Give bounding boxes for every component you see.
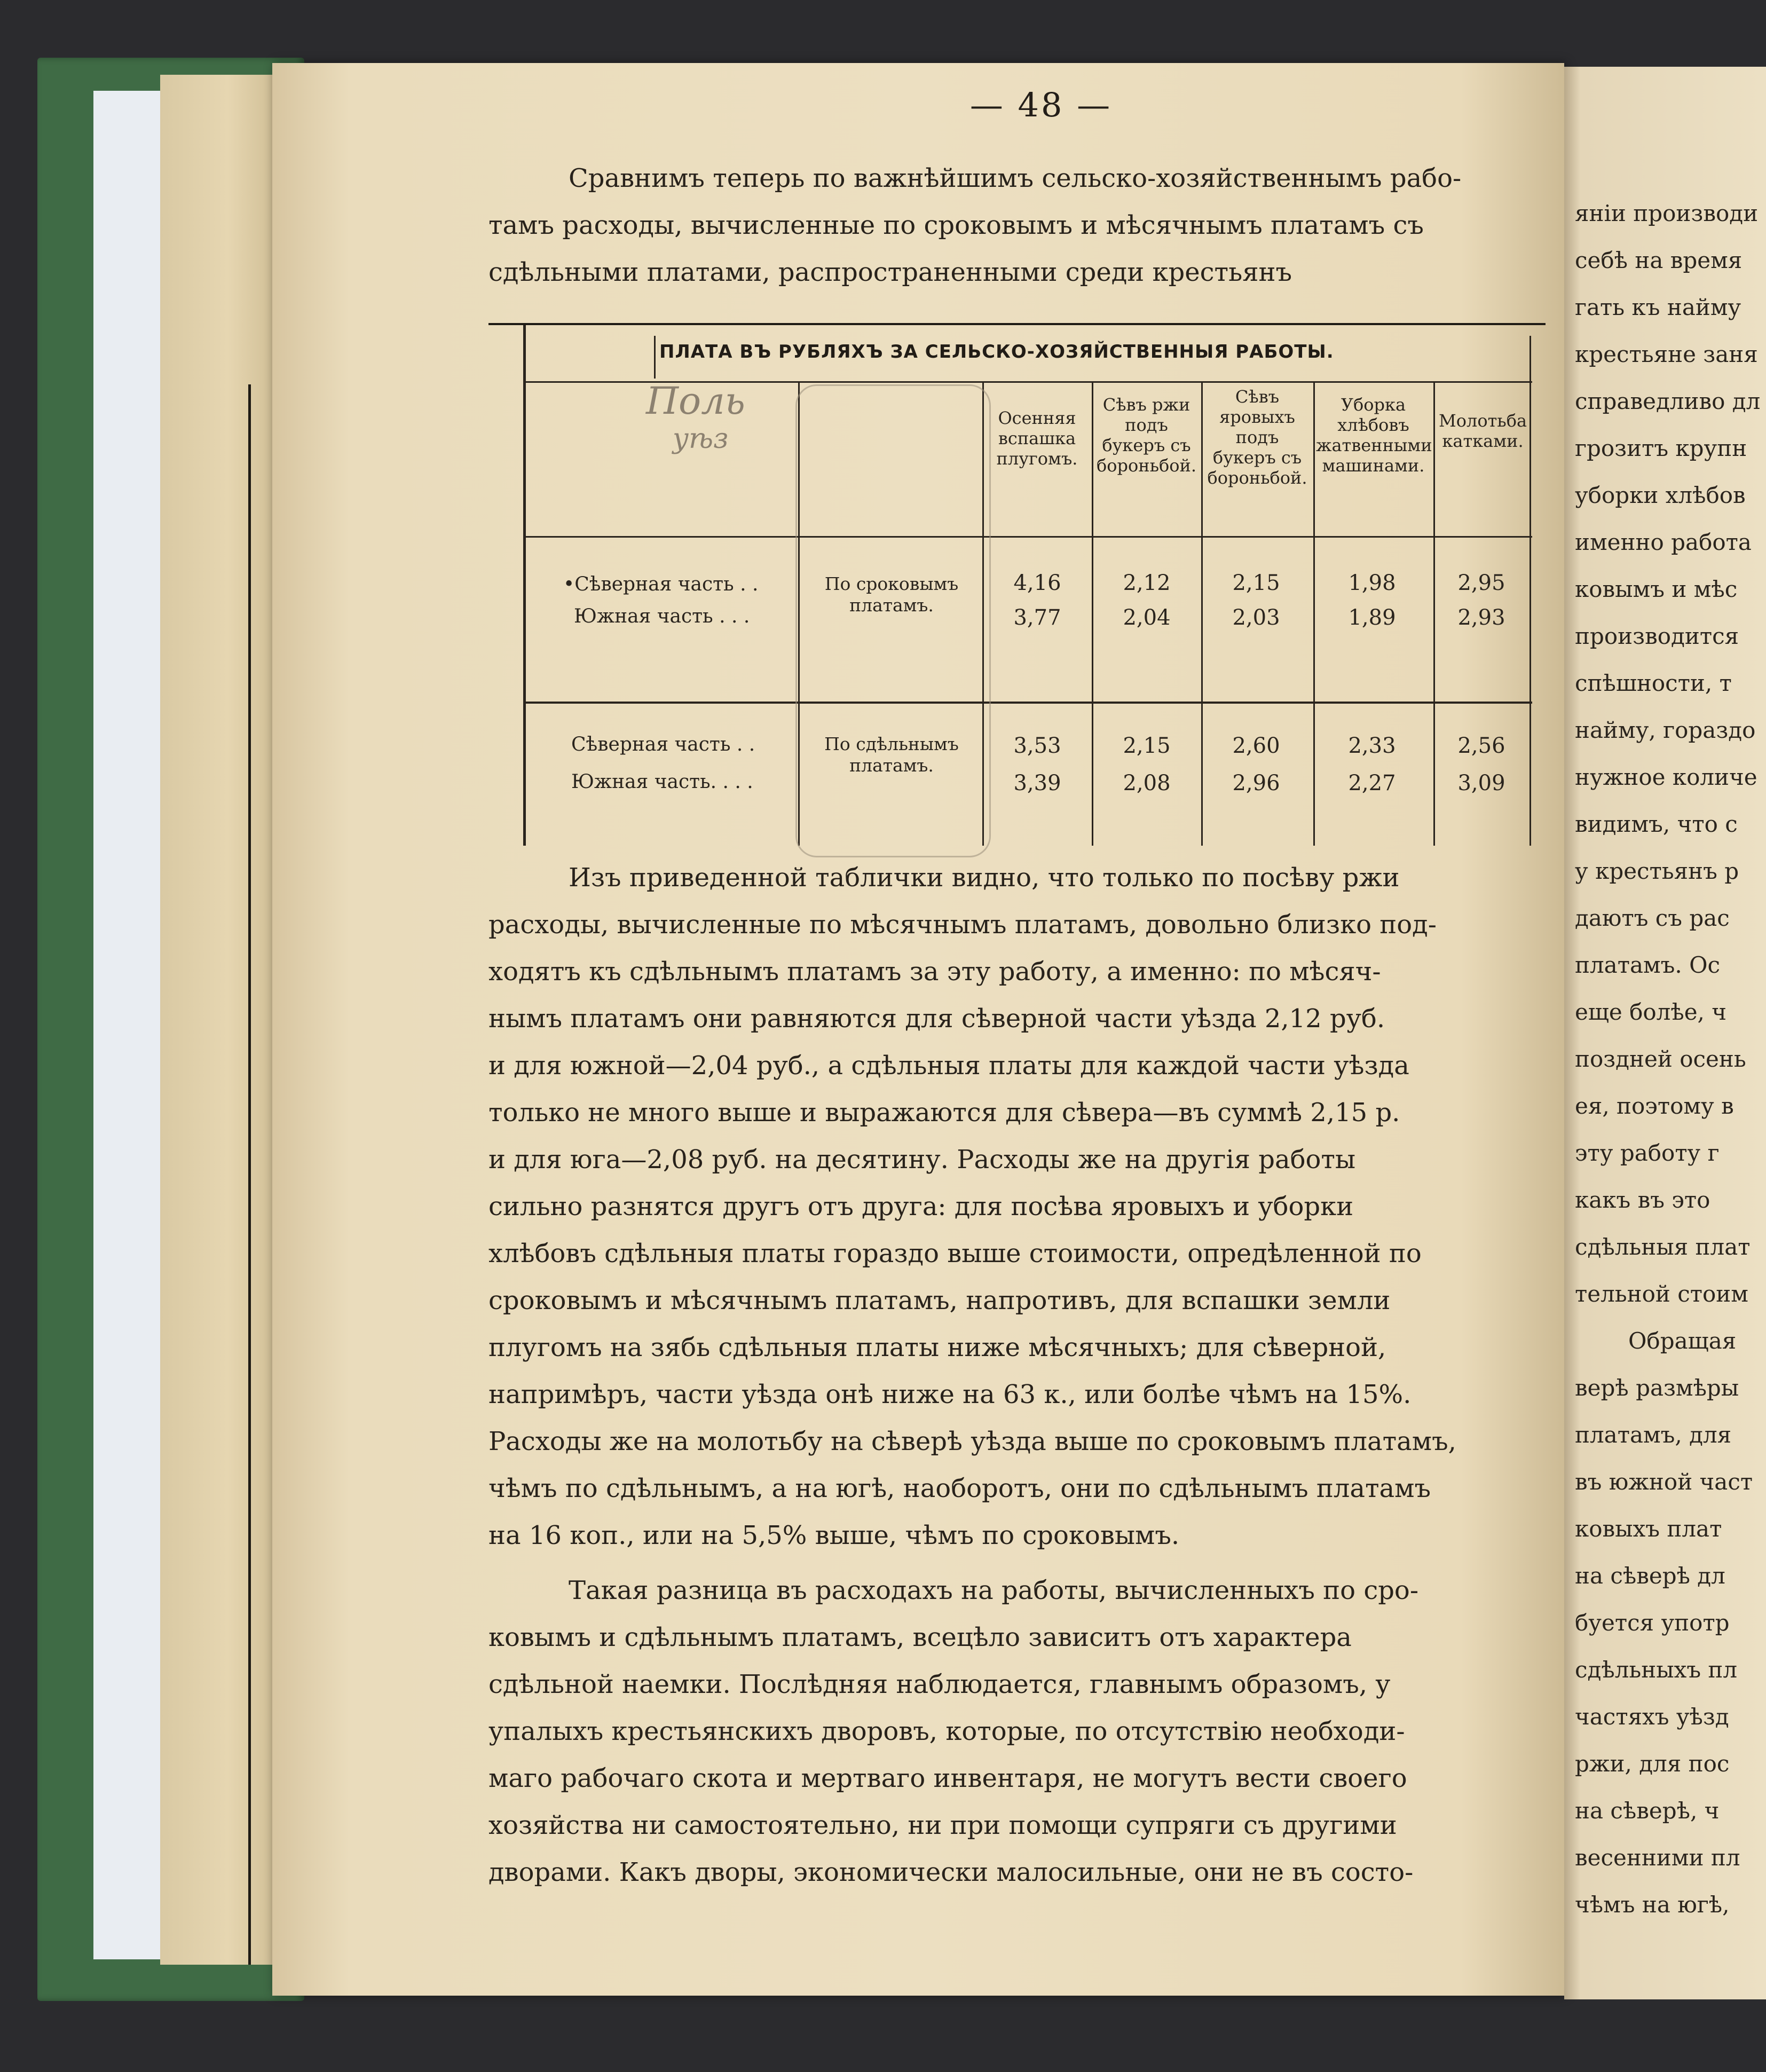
- right-page-line: сдѣльныя плат: [1575, 1234, 1751, 1260]
- table-cell: 2,08: [1123, 771, 1171, 795]
- right-page-line: грозитъ крупн: [1575, 435, 1747, 461]
- table-cell: 2,04: [1123, 605, 1171, 630]
- text-line: хлѣбовъ сдѣльныя платы гораздо выше стоимости, опредѣленной по: [488, 1239, 1422, 1269]
- right-page-line: на сѣверѣ, ч: [1575, 1798, 1720, 1824]
- table-cell: 2,33: [1348, 734, 1396, 758]
- right-page-line: янiи производи: [1575, 200, 1759, 226]
- right-page-line: буется употр: [1575, 1610, 1730, 1636]
- text-line: Такая разница въ расходахъ на работы, вычисленныхъ по сро-: [569, 1575, 1419, 1605]
- table-cell: 3,39: [1013, 771, 1061, 795]
- text-line: ковымъ и сдѣльнымъ платамъ, всецѣло зависитъ отъ характера: [488, 1622, 1352, 1652]
- table-cell: 2,15: [1123, 734, 1171, 758]
- table-cell: 2,96: [1232, 771, 1280, 795]
- right-page-line: себѣ на время: [1575, 247, 1743, 273]
- right-page-line: Обращая: [1628, 1328, 1737, 1354]
- pencil-bracket: [795, 384, 991, 857]
- right-page-line: ржи, для пос: [1575, 1751, 1730, 1777]
- text-line: дворами. Какъ дворы, экономически малосильные, они не въ состо-: [488, 1857, 1414, 1887]
- right-page-line: ковымъ и мѣс: [1575, 576, 1738, 602]
- right-page-line: нужное количе: [1575, 764, 1757, 790]
- table-cell: 2,03: [1232, 605, 1280, 630]
- right-page-line: весенними пл: [1575, 1845, 1740, 1871]
- right-page-line: ея, поэтому в: [1575, 1093, 1734, 1119]
- col-header: Молотьба катками.: [1438, 411, 1527, 451]
- text-line: сдѣльной наемки. Послѣдняя наблюдается, главнымъ образомъ, у: [488, 1669, 1391, 1699]
- body-paragraph: [488, 854, 1548, 1559]
- endpaper: [93, 91, 169, 1959]
- table-cell: 3,09: [1457, 771, 1505, 795]
- margin-rule: [248, 384, 251, 1965]
- text-line: Сравнимъ теперь по важнѣйшимъ сельско-хозяйственнымъ рабо-: [569, 163, 1462, 193]
- text-line: напримѣръ, части уѣзда онѣ ниже на 63 к., или болѣе чѣмъ на 15%.: [488, 1380, 1412, 1409]
- table-cell: 2,95: [1457, 571, 1505, 595]
- right-page-line: поздней осень: [1575, 1046, 1746, 1072]
- right-page-line: чѣмъ на югѣ,: [1575, 1892, 1730, 1918]
- right-page-line: видимъ, что с: [1575, 811, 1738, 837]
- text-line: Расходы же на молотьбу на сѣверѣ уѣзда выше по сроковымъ платамъ,: [488, 1427, 1456, 1456]
- right-page-line: найму, гораздо: [1575, 717, 1756, 743]
- table-cell: 1,89: [1348, 605, 1396, 630]
- text-line: только не много выше и выражаются для сѣвера—въ суммѣ 2,15 р.: [488, 1098, 1400, 1128]
- right-page-line: гать къ найму: [1575, 294, 1741, 320]
- body-paragraph: [488, 1567, 1548, 1896]
- row-label: Южная часть. . . .: [571, 771, 753, 793]
- right-page-line: верѣ размѣры: [1575, 1375, 1739, 1401]
- col-header: Уборка хлѣбовъ жатвенными машинами.: [1316, 395, 1432, 476]
- table-cell: 3,77: [1013, 605, 1061, 630]
- text-line: на 16 коп., или на 5,5% выше, чѣмъ по сроковымъ.: [488, 1520, 1180, 1550]
- page-stack: [160, 75, 283, 1965]
- right-page-line: тельной стоим: [1575, 1281, 1748, 1307]
- text-line: сильно разнятся другъ отъ друга: для посѣва яровыхъ и уборки: [488, 1192, 1354, 1222]
- text-line: сроковымъ и мѣсячнымъ платамъ, напротивъ, для вспашки земли: [488, 1286, 1391, 1315]
- right-page-line: спѣшности, т: [1575, 670, 1732, 696]
- text-line: упалыхъ крестьянскихъ дворовъ, которые, по отсутствію необходи-: [488, 1716, 1405, 1746]
- table-cell: 3,53: [1013, 734, 1061, 758]
- table-cell: 2,12: [1123, 571, 1171, 595]
- right-page-line: крестьяне заня: [1575, 341, 1758, 367]
- text-line: ходятъ къ сдѣльнымъ платамъ за эту работу, а именно: по мѣсяч-: [488, 957, 1381, 987]
- page-number: — 48 —: [969, 85, 1113, 124]
- table-cell: 2,27: [1348, 771, 1396, 795]
- right-page-line: именно работа: [1575, 529, 1752, 555]
- table-cell: 2,56: [1457, 734, 1505, 758]
- text-line: расходы, вычисленные по мѣсячнымъ платамъ, довольно близко под-: [488, 910, 1437, 940]
- right-page-line: эту работу г: [1575, 1140, 1720, 1166]
- text-line: тамъ расходы, вычисленные по сроковымъ и мѣсячнымъ платамъ съ: [488, 210, 1424, 240]
- right-page-line: платамъ. Ос: [1575, 952, 1721, 978]
- row-label: Сѣверная часть . .: [571, 734, 755, 755]
- right-page: [1564, 67, 1766, 1999]
- right-page-line: еще болѣе, ч: [1575, 999, 1727, 1025]
- col-header: Сѣвъ яровыхъ подъ букеръ съ бороньбой.: [1207, 387, 1307, 488]
- row-label: •Сѣверная часть . .: [563, 573, 759, 595]
- text-line: чѣмъ по сдѣльнымъ, а на югѣ, наоборотъ, они по сдѣльнымъ платамъ: [488, 1474, 1431, 1503]
- right-page-line: сдѣльныхъ пл: [1575, 1657, 1738, 1683]
- table-cell: 2,60: [1232, 734, 1280, 758]
- text-line: Изъ приведенной таблички видно, что только по посѣву ржи: [569, 863, 1400, 893]
- col-header: Осенняя вспашка плугомъ.: [996, 408, 1078, 469]
- table-cell: 1,98: [1348, 571, 1396, 595]
- text-line: хозяйства ни самостоятельно, ни при помощи супряги съ другими: [488, 1810, 1397, 1840]
- right-page-line: частяхъ уѣзд: [1575, 1704, 1729, 1730]
- right-page-line: уборки хлѣбов: [1575, 482, 1746, 508]
- table-caption: ПЛАТА ВЪ РУБЛЯХЪ ЗА СЕЛЬСКО-ХОЗЯЙСТВЕННЫЯ РАБОТЫ.: [659, 341, 1334, 363]
- table-cell: 2,15: [1232, 571, 1280, 595]
- text-line: плугомъ на зябь сдѣльныя платы ниже мѣсячныхъ; для сѣверной,: [488, 1333, 1386, 1362]
- right-page-line: платамъ, для: [1575, 1422, 1732, 1448]
- right-page-line: какъ въ это: [1575, 1187, 1710, 1213]
- text-line: маго рабочаго скота и мертваго инвентаря, не могутъ вести своего: [488, 1763, 1407, 1793]
- text-line: и для юга—2,08 руб. на десятину. Расходы же на другія работы: [488, 1145, 1356, 1175]
- col-header: Сѣвъ ржи подъ букеръ съ бороньбой.: [1096, 395, 1197, 476]
- right-page-line: на сѣверѣ дл: [1575, 1563, 1725, 1589]
- right-page-line: справедливо дл: [1575, 388, 1761, 414]
- group-label: По сдѣльнымъ платамъ.: [824, 734, 959, 776]
- group-label: По сроковымъ платамъ.: [824, 573, 959, 616]
- right-page-line: производится: [1575, 623, 1739, 649]
- text-line: сдѣльными платами, распространенными среди крестьянъ: [488, 257, 1292, 287]
- text-line: и для южной—2,04 руб., а сдѣльныя платы для каждой части уѣзда: [488, 1051, 1409, 1081]
- right-page-line: у крестьянъ р: [1575, 858, 1739, 884]
- table-cell: 2,93: [1457, 605, 1505, 630]
- right-page-line: даютъ съ рас: [1575, 905, 1730, 931]
- table-cell: 4,16: [1013, 571, 1061, 595]
- pencil-annotation: Поль уѣз: [646, 379, 745, 455]
- intro-paragraph: [488, 155, 1548, 296]
- right-page-line: въ южной част: [1575, 1469, 1753, 1495]
- row-label: Южная часть . . .: [574, 605, 750, 627]
- right-page-line: ковыхъ плат: [1575, 1516, 1722, 1542]
- text-line: нымъ платамъ они равняются для сѣверной части уѣзда 2,12 руб.: [488, 1004, 1385, 1034]
